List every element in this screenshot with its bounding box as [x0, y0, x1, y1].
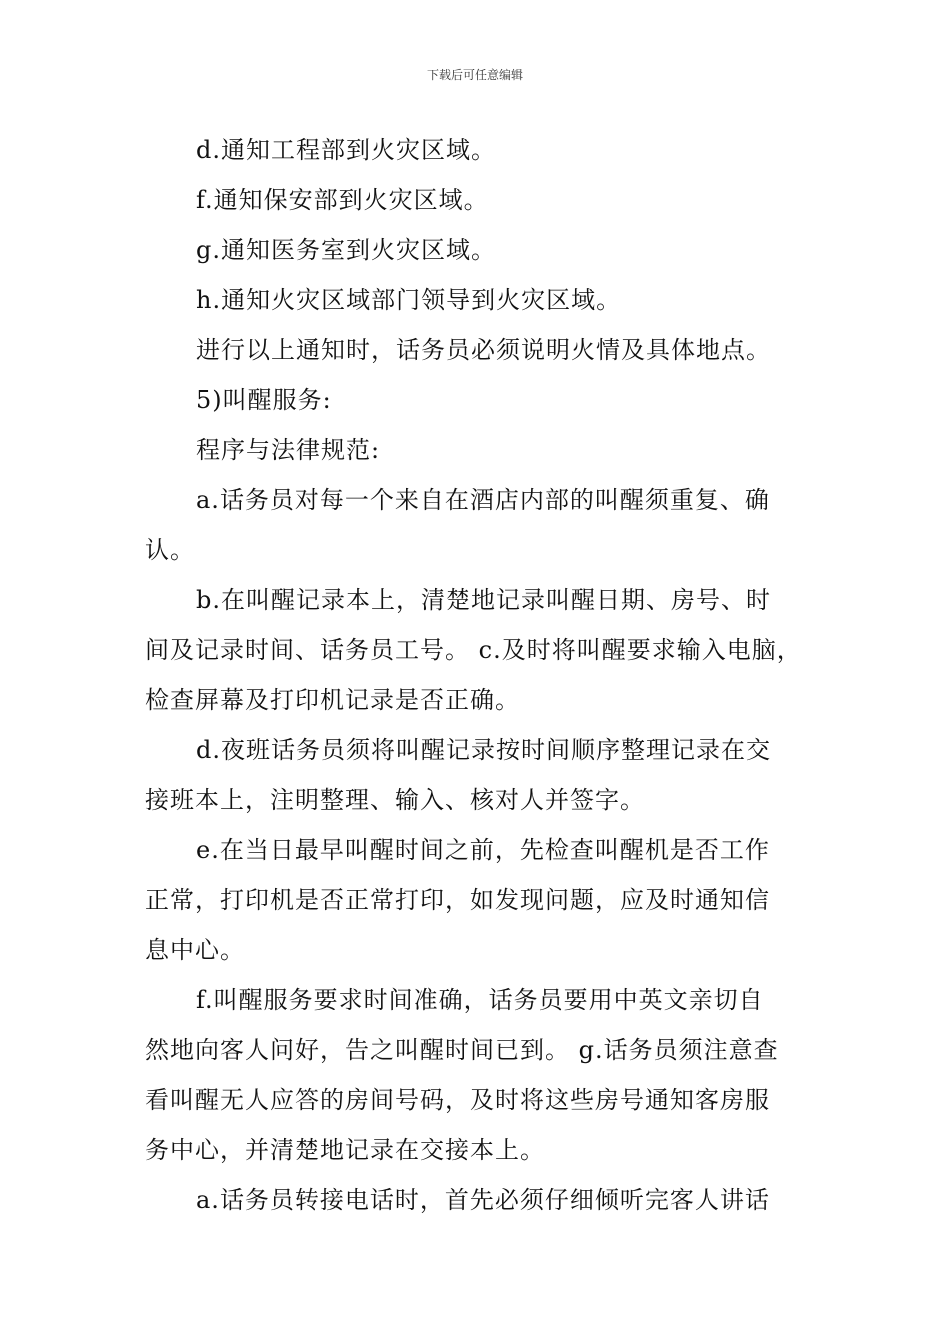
- paragraph-line: 认。: [145, 536, 195, 564]
- paragraph-line: f.通知保安部到火灾区域。: [196, 186, 489, 214]
- paragraph-line: b.在叫醒记录本上，清楚地记录叫醒日期、房号、时: [196, 586, 771, 614]
- paragraph-line: g.通知医务室到火灾区域。: [196, 236, 496, 264]
- paragraph-line: 正常，打印机是否正常打印，如发现问题，应及时通知信: [145, 886, 770, 914]
- paragraph-line: a.话务员转接电话时，首先必须仔细倾听完客人讲话: [196, 1186, 770, 1214]
- paragraph-line: e.在当日最早叫醒时间之前，先检查叫醒机是否工作: [196, 836, 770, 864]
- paragraph-line: f.叫醒服务要求时间准确，话务员要用中英文亲切自: [196, 986, 764, 1014]
- section-heading: 5)叫醒服务:: [196, 386, 332, 414]
- paragraph-line: 然地向客人问好，告之叫醒时间已到。 g.话务员须注意查: [145, 1036, 779, 1064]
- paragraph-line: d.通知工程部到火灾区域。: [196, 136, 496, 164]
- page-header: 下载后可任意编辑: [426, 68, 523, 82]
- document-body: [145, 125, 810, 1225]
- subsection-heading: 程序与法律规范:: [196, 436, 381, 464]
- paragraph-line: 看叫醒无人应答的房间号码，及时将这些房号通知客房服: [145, 1086, 770, 1114]
- paragraph-line: 息中心。: [145, 936, 245, 964]
- paragraph-line: 检查屏幕及打印机记录是否正确。: [145, 686, 520, 714]
- paragraph-line: a.话务员对每一个来自在酒店内部的叫醒须重复、确: [196, 486, 770, 514]
- paragraph-line: d.夜班话务员须将叫醒记录按时间顺序整理记录在交: [196, 736, 771, 764]
- paragraph-line: 间及记录时间、话务员工号。 c.及时将叫醒要求输入电脑，: [145, 636, 802, 664]
- paragraph-line: h.通知火灾区域部门领导到火灾区域。: [196, 286, 622, 314]
- paragraph-line: 进行以上通知时，话务员必须说明火情及具体地点。: [196, 336, 771, 364]
- paragraph-line: 接班本上，注明整理、输入、核对人并签字。: [145, 786, 645, 814]
- paragraph-line: 务中心，并清楚地记录在交接本上。: [145, 1136, 545, 1164]
